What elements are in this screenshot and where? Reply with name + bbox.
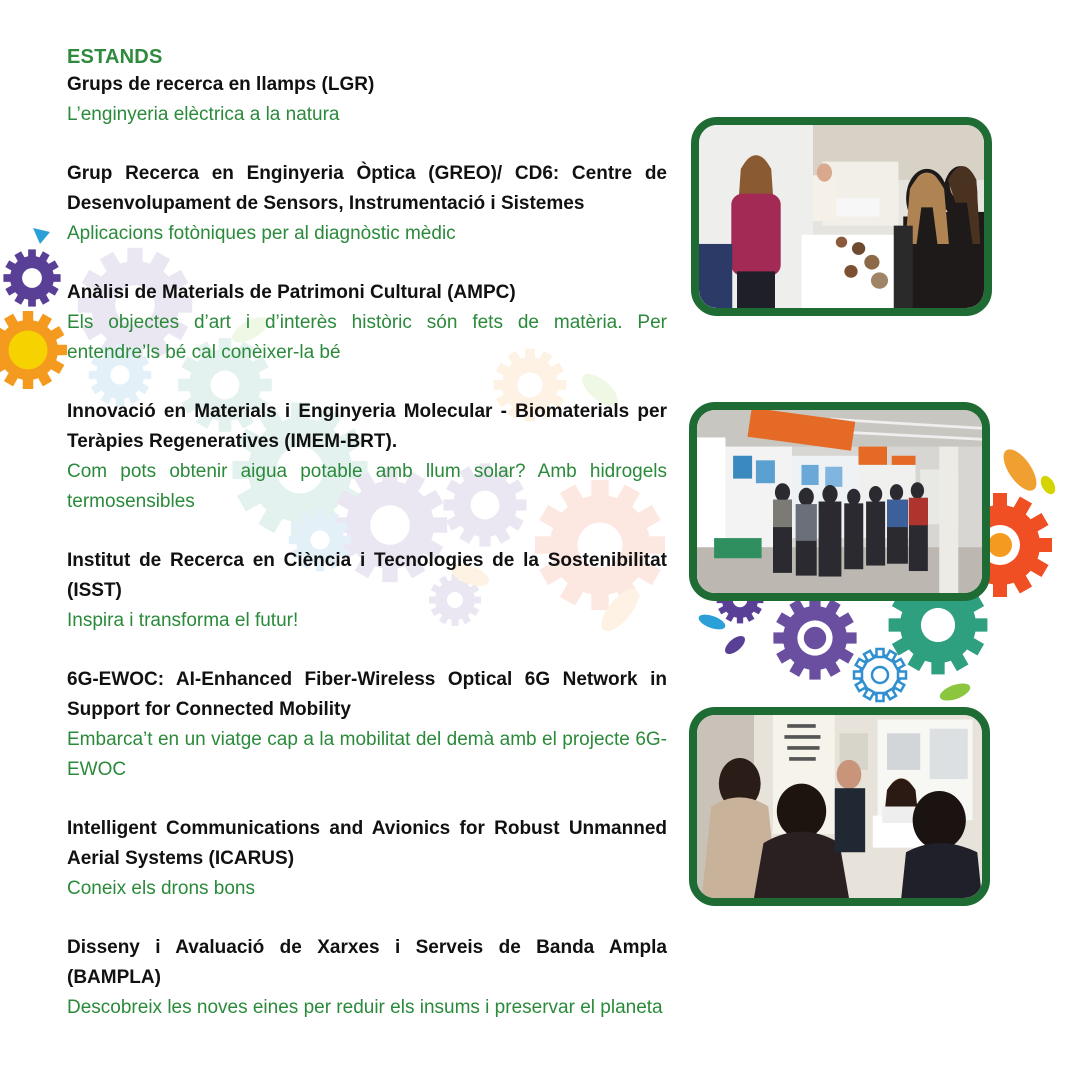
- stand-title: Anàlisi de Materials de Patrimoni Cultural (AMPC): [67, 282, 516, 303]
- stand-title: Grups de recerca en llamps (LGR): [67, 74, 375, 95]
- stand-description: Descobreix les noves eines per reduir els insums i preservar el planeta: [67, 997, 663, 1018]
- stand-item: [67, 159, 667, 249]
- photo-exhibition-hall-image: [697, 410, 982, 593]
- stands-list: [67, 44, 667, 1023]
- photo-stand-visitors-image: [697, 715, 982, 898]
- stand-description: L’enginyeria elèctrica a la natura: [67, 104, 340, 125]
- stand-description: Coneix els drons bons: [67, 878, 255, 899]
- stand-description: Inspira i transforma el futur!: [67, 610, 299, 631]
- stand-item: [67, 70, 667, 130]
- stand-title: 6G-EWOC: AI-Enhanced Fiber-Wireless Optical 6G Network in Support for Connected Mobility: [67, 669, 667, 720]
- stand-description: Embarca’t en un viatge cap a la mobilitat del demà amb el projecte 6G-EWOC: [67, 729, 667, 780]
- photo-presenter-demo: [691, 117, 992, 316]
- stand-item: [67, 933, 667, 1023]
- stand-item: [67, 278, 667, 368]
- stand-title: Innovació en Materials i Enginyeria Molecular - Biomaterials per Teràpies Regeneratives (IMEM-BRT).: [67, 401, 667, 452]
- photo-presenter-demo-image: [699, 125, 984, 308]
- section-heading: ESTANDS: [67, 46, 163, 68]
- stand-item: [67, 546, 667, 636]
- photo-stand-visitors: [689, 707, 990, 906]
- stand-item: [67, 814, 667, 904]
- photo-exhibition-hall: [689, 402, 990, 601]
- stand-description: Aplicacions fotòniques per al diagnòstic mèdic: [67, 223, 456, 244]
- stand-item: [67, 397, 667, 517]
- stand-description: Com pots obtenir aigua potable amb llum solar? Amb hidrogels termosensibles: [67, 461, 667, 512]
- stand-title: Intelligent Communications and Avionics for Robust Unmanned Aerial Systems (ICARUS): [67, 818, 667, 869]
- stand-description: Els objectes d’art i d’interès històric són fets de matèria. Per entendre’ls bé cal conèixer-la bé: [67, 312, 667, 363]
- stand-item: [67, 665, 667, 785]
- stand-title: Disseny i Avaluació de Xarxes i Serveis de Banda Ampla (BAMPLA): [67, 937, 667, 988]
- stand-title: Grup Recerca en Enginyeria Òptica (GREO)/ CD6: Centre de Desenvolupament de Sensors, Instrumentació i Sistemes: [67, 163, 667, 214]
- stand-title: Institut de Recerca en Ciència i Tecnologies de la Sostenibilitat (ISST): [67, 550, 667, 601]
